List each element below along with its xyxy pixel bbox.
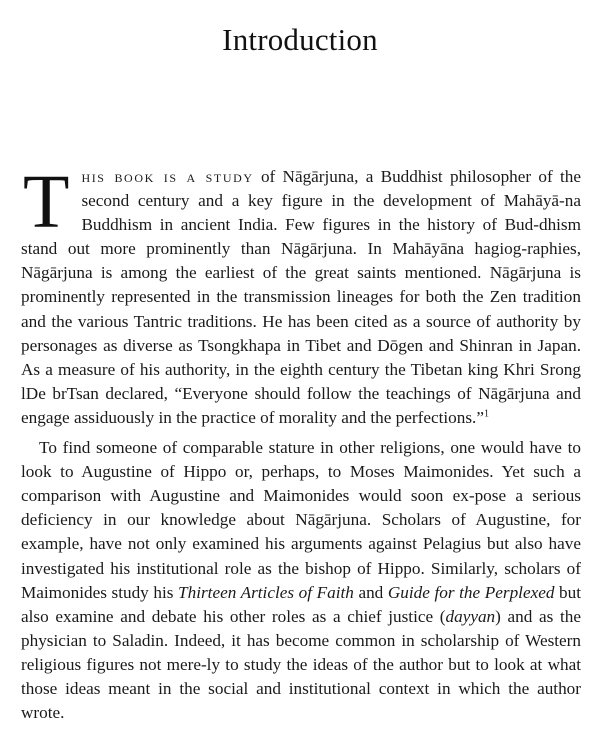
paragraph-1 bbox=[21, 160, 582, 430]
page-title: Introduction bbox=[222, 22, 378, 57]
drop-cap: T bbox=[23, 160, 70, 244]
book-title-guide-perplexed: Guide for the Perplexed bbox=[387, 582, 555, 602]
book-title-thirteen-articles: Thirteen Articles of Faith bbox=[178, 582, 354, 602]
paragraph-2-text-3: but also examine and debate his other roles as a chief justice ( bbox=[21, 582, 582, 626]
footnote-marker[interactable]: 1 bbox=[483, 408, 489, 420]
paragraph-2 bbox=[21, 436, 581, 725]
paragraph-2-text-2: and bbox=[353, 582, 388, 602]
paragraph-1-text: of Nāgārjuna, a Buddhist philosopher of the second century and a key figure in the development of Mahāyā-na Buddhism in ancient India. Few figures in the history of Bud-dhism stand out more prominently than Nāgārjuna. In Mahāyāna hagiog-raphies, Nāgārjuna is among the earliest of the great saints mentioned. Nāgārjuna is prominently represented in the transmission lineages for both the Zen tradition and the various Tantric traditions. He has been cited as a source of authority by personages as diverse as Tsongkhapa in Tibet and Dōgen and Shinran in Japan. As a measure of his authority, in the eighth century the Tibetan king Khri Srong lDe brTsan declared, “Everyone should follow the teachings of Nāgārjuna and engage assiduously in the practice of morality and the perfections.” bbox=[21, 167, 582, 427]
term-dayyan: dayyan bbox=[445, 606, 496, 626]
paragraph-2-text-1: To find someone of comparable stature in other religions, one would have to look to Augustine of Hippo or, perhaps, to Moses Maimonides. Yet such a comparison with Augustine and Maimonides would soon ex-pose a serious deficiency in our knowledge about Nāgārjuna. Scholars of Augustine, for example, have not only examined his arguments against Pelagius but also have investigated his institutional role as the bishop of Hippo. Similarly, scholars of Maimonides study his bbox=[21, 438, 581, 602]
body-text bbox=[21, 160, 582, 725]
small-caps-opening: his book is a study bbox=[81, 167, 254, 186]
paragraph-2-text-4: ) and as the physician to Saladin. Indeed, it has become common in scholarship of Western religious figures not mere-ly to study the ideas of the author but to look at what those ideas meant in the social and institutional context in which the author wrote. bbox=[21, 606, 581, 723]
